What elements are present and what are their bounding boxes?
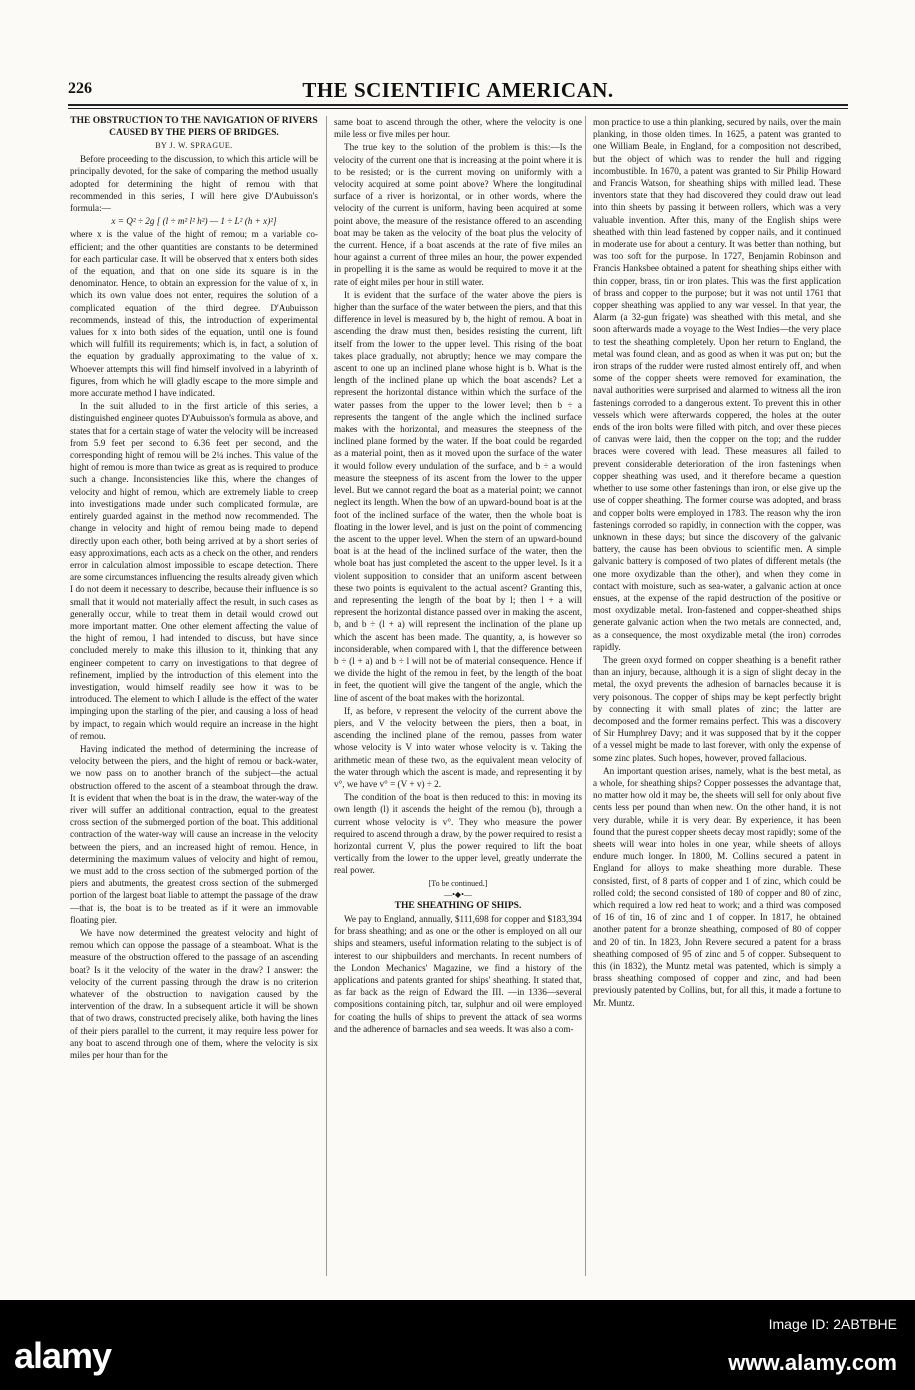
- paragraph: If, as before, v represent the velocity of the current above the piers, and V the velocity between the piers, then a boat, in ascending the inclined plane of the remou, passes from water whose velocity is V into water whose velocity is v. Taking the arithmetic mean of these two, as the equivalent mean velocity of the water through which the ascent is made, and representing it by v°, we have v° = (V + v) ÷ 2.: [334, 705, 582, 789]
- image-id: Image ID: 2ABTBHE: [768, 1316, 897, 1332]
- page-number: 226: [68, 80, 92, 97]
- formula: x = Q² ÷ 2g [ (l ÷ m² l² h²) — 1 ÷ L² (h + x)²]: [111, 216, 277, 227]
- column-1: [70, 116, 318, 1278]
- paragraph: The true key to the solution of the problem is this:—Is the velocity of the current one that is increasing at the point where it is to be resisted; or is the current moving on uniformly with a velocity acquired at some point above? Where the longitudinal surface of a river is horizontal, or in other words, where the velocity of the current is uniform, having been acquired at some point above, the measure of the resistance offered to an ascending boat may be taken as the velocity of the boat plus the velocity of the current. Hence, if a boat ascends at the rate of five miles an hour against a current of three miles an hour, the power expended in propelling it is the same as would be required to move it at the rate of eight miles per hour in still water.: [334, 142, 582, 287]
- continued-note: [To be continued.]: [428, 878, 488, 888]
- article-title: THE OBSTRUCTION TO THE NAVIGATION OF RIVERS CAUSED BY THE PIERS OF BRIDGES.: [70, 116, 318, 138]
- column-2: [334, 116, 582, 1278]
- column-3: [593, 116, 841, 1278]
- article-title: THE SHEATHING OF SHIPS.: [394, 900, 522, 911]
- section-ornament: —•◆•—: [444, 889, 472, 899]
- column-separator: [326, 116, 327, 1276]
- paragraph: We have now determined the greatest velocity and hight of remou which can oppose the passage of a steamboat. What is the measure of the obstruction offered to the passage of an ascending boat? Is it the velocity of the water in the draw? I answer: the velocity of the current passing through the draw is no criterion whatever of the obstruction to navigation caused by the intervention of the draw. In a subsequent article it will be shown that of two draws, constructed precisely alike, both having the lines of their piers parallel to the current, it may require less power for any boat to ascend through one of them, where the velocity is six miles per hour than for the: [70, 928, 318, 1061]
- paragraph: We pay to England, annually, $111,698 for copper and $183,394 for brass sheathing; and as one or the other is employed on all our ships and steamers, useful information relating to the subject is of interest to our shipbuilders and merchants. In recent numbers of the London Mechanics' Magazine, we find a history of the applications and patents granted for ships' sheathing. It stated that, as far back as the reign of Edward the III. —in 1336—several compositions containing pitch, tar, sulphur and oil were employed for coating the hulls of ships to prevent the attack of sea worms and the adherence of barnacles and sea weeds. It was also a com-: [334, 914, 582, 1034]
- paragraph: In the suit alluded to in the first article of this series, a distinguished engineer quotes D'Aubuisson's formula as above, and states that for a certain stage of water the velocity will be increased from 5.9 feet per second to 6.36 feet per second, and the corresponding hight of remou will be 2¼ inches. This value of the hight of remou is more than twice as great as is required to produce such a change. Inconsistencies like this, where the changes of velocity and hight of remou, which are extremely liable to creep into investigations made under such complicated formulæ, are entirely guarded against in the method now recommended. The change in velocity and hight of remou being made to depend directly upon each other, both being arrived at by a short series of easy approximations, each acts as a check on the other, and renders error in calculation almost impossible to escape detection. There are some circumstances influencing the results already given which I do not deem it necessary to describe, because their influence is so small that it would not materially affect the result, in such cases as generally occur, while to treat them in detail would crowd out more important matter. One other element affecting the value of the hight of remou, I had intended to discuss, but have since concluded merely to make this illusion to it, thinking that any engineer competent to carry on investigations to that degree of refinement, implied by the introduction of this element into the investigation, would himself readily see how it was to be introduced. The element to which I allude is the effect of the water impinging upon the starling of the pier, and causing a loss of head by impact, to regain which would require an increase in the hight of remou.: [70, 401, 318, 741]
- paragraph: same boat to ascend through the other, where the velocity is one mile less or five miles per hour.: [334, 117, 582, 140]
- paragraph: The condition of the boat is then reduced to this: in moving its own length (l) it ascends the height of the remou (b), through a current whose velocity is v°. They who measure the power required to ascend through a draw, by the power required to resist a horizontal current V, plus the power required to lift the boat vertically from the lower to the upper level, greatly underrate the real power.: [334, 792, 582, 876]
- page-header: [68, 76, 848, 104]
- paragraph: The green oxyd formed on copper sheathing is a benefit rather than an injury, because, although it is a sign of slight decay in the metal, the oxyd prevents the adhesion of barnacles because it is very poisonous. The copper of ships may be kept perfectly bright by connecting it with small plates of zinc; the latter are decomposed and the former remains perfect. This was a discovery of Sir Humphrey Davy; and it was supposed that by it the copper of a vessel might be made to last forever, with only the expense of some zinc plates. Such hopes, however, proved fallacious.: [593, 654, 841, 763]
- paragraph: Before proceeding to the discussion, to which this article will be principally devoted, for the sake of comparing the method usually adopted for determining the hight of remou with that recommended in this series, I will here give D'Aubuisson's formula:—: [70, 154, 318, 214]
- masthead: THE SCIENTIFIC AMERICAN.: [302, 78, 614, 102]
- paragraph: mon practice to use a thin planking, secured by nails, over the main planking, in those olden times. In 1625, a patent was granted to one William Beale, in England, for a composition not described, but the object of which was to render the hull and rigging incombustible. In 1670, a patent was granted to Sir Philip Howard and Francis Watson, for sheathing ships with milled lead. These inventors state that they had discovered they could draw out lead into thin sheets by passing it between rollers, which was a very valuable invention. After this, many of the English ships were sheathed with thin lead fastened by copper nails, and it continued in moderate use for about a century. It was better than nothing, but was too soft for the purpose. In 1727, Benjamin Robinson and Francis Hanksbee obtained a patent for sheathing ships either with thin copper, brass, tin or iron plates. This was the first application of brass and copper to the purpose; but it was not until 1761 that copper sheathing was applied to any war vessel. In that year, the Alarm (a 32-gun frigate) was sheathed with this metal, and she soon afterwards made a voyage to the West Indies—the very place to test the sheathing completely. Upon her return to England, the metal was found clean, and as good as when it was put on; but the iron straps of the rudder were rusted almost entirely off, and when some of the copper sheets were removed for examination, the naval authorities were surprised and alarmed to witness all the iron fastenings corroded to a dangerous extent. To prevent this in other vessels which were afterwards coppered, the holes at the outer ends of the iron bolts were filled with pitch, and over these pieces of canvas were laid, then the copper on the top; and the rudder braces were covered with lead. These measures all failed to prevent considerable deterioration of the iron fastenings when copper sheathing was used, and it therefore became a question whether to use some other fastenings than iron, or else give up the use of copper sheathing. The former course was adopted, and brass and copper bolts were employed in 1783. The reason why the iron fastenings corroded so rapidly, in connection with the copper, was unknown in these days; but since the discovery of the galvanic battery, the cause has been obvious to scientific men. A simple galvanic battery is composed of two plates of different metals (the one more oxydizable than the other), and when they come in contact with moisture, such as sea-water, a galvanic action at once ensues, at the expense of the rapid destruction of the positive or most oxydizable metal. Iron-fastened and copper-sheathed ships generate galvanic action when the two metals are connected, and, as a consequence, the most oxydizable metal (the iron) corrodes rapidly.: [593, 117, 841, 652]
- paragraph: Having indicated the method of determining the increase of velocity between the piers, and the hight of remou or back-water, we now pass on to another branch of the subject—the actual obstruction offered to the ascent of a steamboat through the draw. It is evident that when the boat is in the draw, the water-way of the river will suffer an additional contraction, equal to the greatest cross section of the submerged portion of the boat. This additional contraction of the water-way will cause an increase in the velocity between the piers, and an increased hight of remou. Hence, in determining the maximum values of velocity and hight of remou, we must add to the cross section of the submerged portion of the piers and abutments, the greatest cross section of the submerged portion of the largest boat liable to attempt the passage of the draw—that is, the boat is to be treated as if it were an immovable floating pier.: [70, 743, 318, 925]
- header-rule: [68, 104, 848, 106]
- column-separator: [585, 116, 586, 1276]
- paragraph: where x is the value of the hight of remou; m a variable co-efficient; and the other quantities are constants to be determined for each particular case. It will be observed that x enters both sides of the equation, and that on one side its square is in the denominator. Hence, to obtain an expression for the value of x, in which its own value does not enter, requires the solution of a complicated equation of the third degree. D'Aubuisson recommends, instead of this, the introduction of experimental values for x into both sides of the equation, until one is found which will fulfill its requirements; which is, in fact, a solution of the equation by gradually approximating to the value of x. Whoever attempts this will find himself involved in a labyrinth of figures, from which he will gladly escape to the more simple and more accurate method I have indicated.: [70, 229, 318, 399]
- paragraph: It is evident that the surface of the water above the piers is higher than the surface of the water between the piers, and that this difference in level is measured by b, the hight of remou. A boat in ascending the draw must then, besides resisting the current, lift itself from the lower to the upper level. This rising of the boat takes place gradually, not abruptly; hence we may compare the ascent to one up an inclined plane whose hight is b. What is the length of the inclined plane up which the boat ascends? Let a represent the horizontal distance within which the surface of the water passes from the upper to the lower level; then b ÷ a represents the tangent of the angle which the inclined surface makes with the horizontal, and measures the steepness of the inclined plane formed by the water. If the boat could be regarded as a material point, then as it moved upon the surface of the water it would follow every undulation of the surface, and b ÷ a would measure the steepness of its ascent from the lower to the upper level. But we cannot regard the boat as a material point; we cannot neglect its length. When the bow of an upward-bound boat is at the foot of the inclined surface of the water, then the whole boat is floating in the lower level, and is just on the point of commencing the ascent to the upper level. When the stern of an upward-bound boat is at the head of the inclined surface of the water, then the whole boat has just completed the ascent to the upper level. Is it a violent supposition to consider that an uniform ascent between these two points is equivalent to the actual ascent? Granting this, and representing the length of the boat by l; then l + a will represent the horizontal distance passed over in making the ascent, b, and b ÷ (l + a) will represent the inclination of the plane up which the ascent has been made. The quantity, a, is however so inconsiderable, when compared with l, that the difference between b ÷ (l + a) and b ÷ l will not be of material consequence. Hence if we divide the hight of the remou in feet, by the length of the boat in feet, the quotient will give the tangent of the angle, which the line of ascent of the boat makes with the horizontal.: [334, 289, 582, 703]
- header-rule-thin: [68, 108, 848, 109]
- paragraph: An important question arises, namely, what is the best metal, as a whole, for sheathing ships? Copper possesses the advantage that, no matter how old it may be, the sheets will sell for only about five cents less per pound than when new. On the other hand, it is not very durable, while it is very dear. By experience, it has been found that the purest copper sheets decay most rapidly; some of the sheets will wear into holes in one year, while sheets of alloys endure much longer. In 1800, M. Collins secured a patent in England for alloys to make sheathing more durable. These consisted, first, of 8 parts of copper and 1 of zinc, which could be rolled cold; the second consisted of 180 of copper and 80 of zinc, which required a low red heat to work; and a third was composed of 16 of tin, 16 of zinc and 1 of copper. In 1817, he obtained another patent for a bronze sheathing, composed of 80 of copper and 20 of tin. In 1823, John Revere secured a patent for a brass sheathing composed of 95 of zinc and 5 of copper. Subsequent to this (in 1832), the Muntz metal was patented, which is simply a brass sheathing composed of copper and zinc, and had been previously patented by Collins, but, for all this, it made a fortune to Mr. Muntz.: [593, 765, 841, 1008]
- alamy-logo: alamy: [14, 1335, 112, 1376]
- watermark-bar: [0, 1300, 915, 1390]
- article-byline: BY J. W. SPRAGUE.: [155, 141, 233, 150]
- alamy-url: www.alamy.com: [728, 1350, 897, 1375]
